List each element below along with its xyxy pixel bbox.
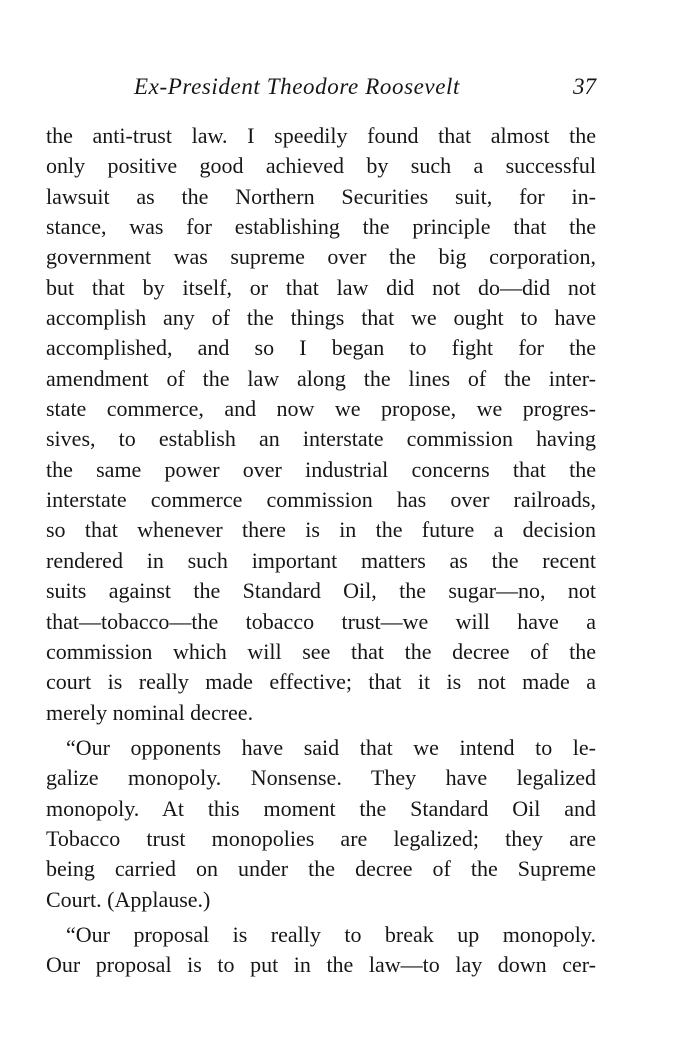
body-text [46,121,596,981]
text-line: commission which will see that the decree of the [46,638,596,664]
text-line: court is really made effective; that it is not made a [46,669,596,695]
text-line: stance, was for establishing the principle that the [46,214,596,240]
paragraph [46,121,596,728]
text-line: monopoly. At this moment the Standard Oil and [46,795,596,821]
text-line: state commerce, and now we propose, we progres- [46,396,596,422]
text-line: merely nominal decree. [46,699,254,725]
paragraph [46,920,596,981]
text-line: government was supreme over the big corporation, [46,244,596,270]
text-line: amendment of the law along the lines of the inter- [46,365,596,391]
text-line: sives, to establish an interstate commission having [46,426,596,452]
text-line: galize monopoly. Nonsense. They have legalized [46,765,596,791]
text-line: that—tobacco—the tobacco trust—we will have a [46,608,596,634]
text-line: the same power over industrial concerns that the [46,456,596,482]
text-line: lawsuit as the Northern Securities suit, for in- [46,183,596,209]
text-line: “Our opponents have said that we intend to le- [66,734,596,760]
page-number: 37 [573,74,596,99]
text-line: suits against the Standard Oil, the sugar—no, not [46,578,596,604]
text-line: only positive good achieved by such a successful [46,153,596,179]
text-line: but that by itself, or that law did not do—did not [46,274,596,300]
text-line: “Our proposal is really to break up monopoly. [66,921,596,947]
text-line: accomplished, and so I began to fight for the [46,335,596,361]
text-line: Our proposal is to put in the law—to lay down cer- [46,952,596,978]
text-line: being carried on under the decree of the Supreme [46,856,596,882]
text-line: rendered in such important matters as the recent [46,547,596,573]
text-line: interstate commerce commission has over railroads, [46,487,596,513]
text-line: accomplish any of the things that we ought to have [46,305,596,331]
text-line: the anti-trust law. I speedily found that almost the [46,123,596,148]
text-line: so that whenever there is in the future a decision [46,517,596,543]
paragraph [46,733,596,915]
text-line: Tobacco trust monopolies are legalized; they are [46,825,596,851]
text-line: Court. (Applause.) [46,886,211,912]
running-head [46,74,596,106]
running-title: Ex-President Theodore Roosevelt [134,74,461,99]
